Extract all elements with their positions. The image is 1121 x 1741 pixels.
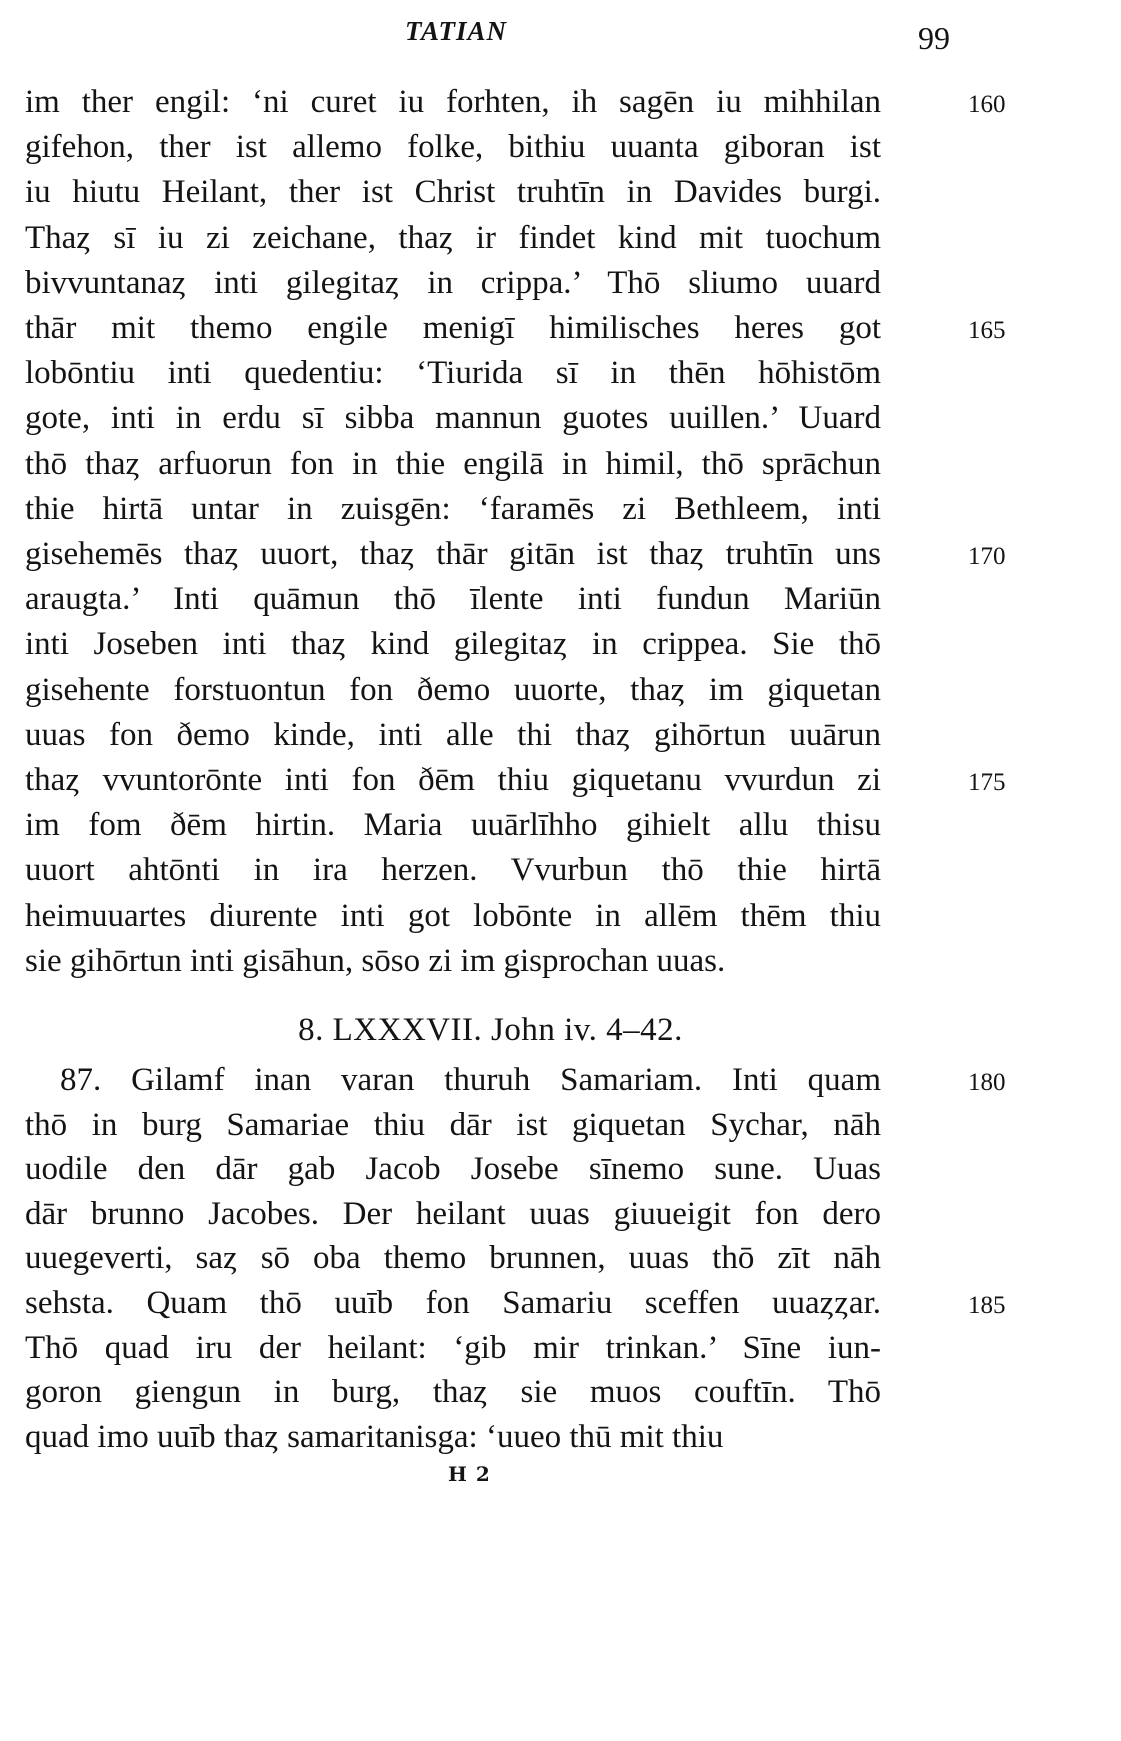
line-number: 185 — [968, 1292, 1006, 1319]
text-line: gisehemēs thaȥ uuort, thaȥ thār gitān ist thaȥ truhtīn uns — [25, 536, 881, 572]
text-line: Thō quad iru der heilant: ‘gib mir trinkan.’ Sīne iun- — [25, 1329, 881, 1366]
signature-mark: H 2 — [448, 1462, 491, 1486]
text-line: gote, inti in erdu sī sibba mannun guotes uuillen.’ Uuard — [25, 400, 881, 437]
section-heading: 8. LXXXVII. John iv. 4–42. — [298, 1012, 683, 1048]
running-title: TATIAN — [405, 16, 508, 46]
line-number: 170 — [968, 543, 1006, 570]
line-number: 160 — [968, 91, 1006, 118]
running-head — [0, 16, 1121, 56]
text-line: uodile den dār gab Jacob Josebe sīnemo sune. Uuas — [25, 1151, 881, 1188]
text-line: 87. Gilamf inan varan thuruh Samariam. Inti quam — [60, 1062, 881, 1098]
text-line: uuort ahtōnti in ira herzen. Vvurbun thō thie hirtā — [25, 852, 881, 889]
line-number: 165 — [968, 317, 1006, 344]
text-line: araugta.’ Inti quāmun thō īlente inti fundun Mariūn — [25, 581, 881, 618]
text-line: sehsta. Quam thō uuīb fon Samariu sceffen uuaȥȥar. — [25, 1285, 881, 1321]
text-line: goron giengun in burg, thaȥ sie muos couftīn. Thō — [25, 1374, 881, 1411]
text-line: im fom ðēm hirtin. Maria uuārlīhho gihielt allu thisu — [25, 807, 881, 844]
text-line: thō in burg Samariae thiu dār ist giquetan Sychar, nāh — [25, 1106, 881, 1143]
text-line: iu hiutu Heilant, ther ist Christ truhtīn in Davides burgi. — [25, 174, 881, 211]
text-line: quad imo uuīb thaȥ samaritanisga: ‘uueo thū mit thiu — [25, 1418, 724, 1455]
text-line: gisehente forstuontun fon ðemo uuorte, thaȥ im giquetan — [25, 671, 881, 708]
text-line: bivvuntanaȥ inti gilegitaȥ in crippa.’ Thō sliumo uuard — [25, 264, 881, 301]
text-line: thaȥ vvuntorōnte inti fon ðēm thiu giquetanu vvurdun zi — [25, 762, 881, 798]
text-line: thār mit themo engile menigī himilisches heres got — [25, 310, 881, 346]
text-line: sie gihōrtun inti gisāhun, sōso zi im gisprochan uuas. — [25, 942, 726, 979]
page-number: 99 — [918, 20, 950, 56]
text-line: uuegeverti, saȥ sō oba themo brunnen, uuas thō zīt nāh — [25, 1240, 881, 1277]
text-line: uuas fon ðemo kinde, inti alle thi thaȥ gihōrtun uuārun — [25, 716, 881, 753]
text-line: gifehon, ther ist allemo folke, bithiu uuanta giboran ist — [25, 129, 881, 166]
line-number: 175 — [968, 769, 1006, 796]
text-line: thō thaȥ arfuorun fon in thie engilā in himil, thō sprāchun — [25, 445, 881, 482]
text-line: dār brunno Jacobes. Der heilant uuas giuueigit fon dero — [25, 1195, 881, 1232]
text-line: thie hirtā untar in zuisgēn: ‘faramēs zi Bethleem, inti — [25, 490, 881, 527]
line-number: 180 — [968, 1069, 1006, 1096]
text-line: im ther engil: ‘ni curet iu forhten, ih sagēn iu mihhilan — [25, 84, 881, 120]
text-line: lobōntiu inti quedentiu: ‘Tiurida sī in thēn hōhistōm — [25, 355, 881, 392]
text-line: heimuuartes diurente inti got lobōnte in allēm thēm thiu — [25, 897, 881, 934]
text-line: inti Joseben inti thaȥ kind gilegitaȥ in crippea. Sie thō — [25, 626, 881, 663]
text-line: Thaȥ sī iu zi zeichane, thaȥ ir findet kind mit tuochum — [25, 219, 881, 256]
